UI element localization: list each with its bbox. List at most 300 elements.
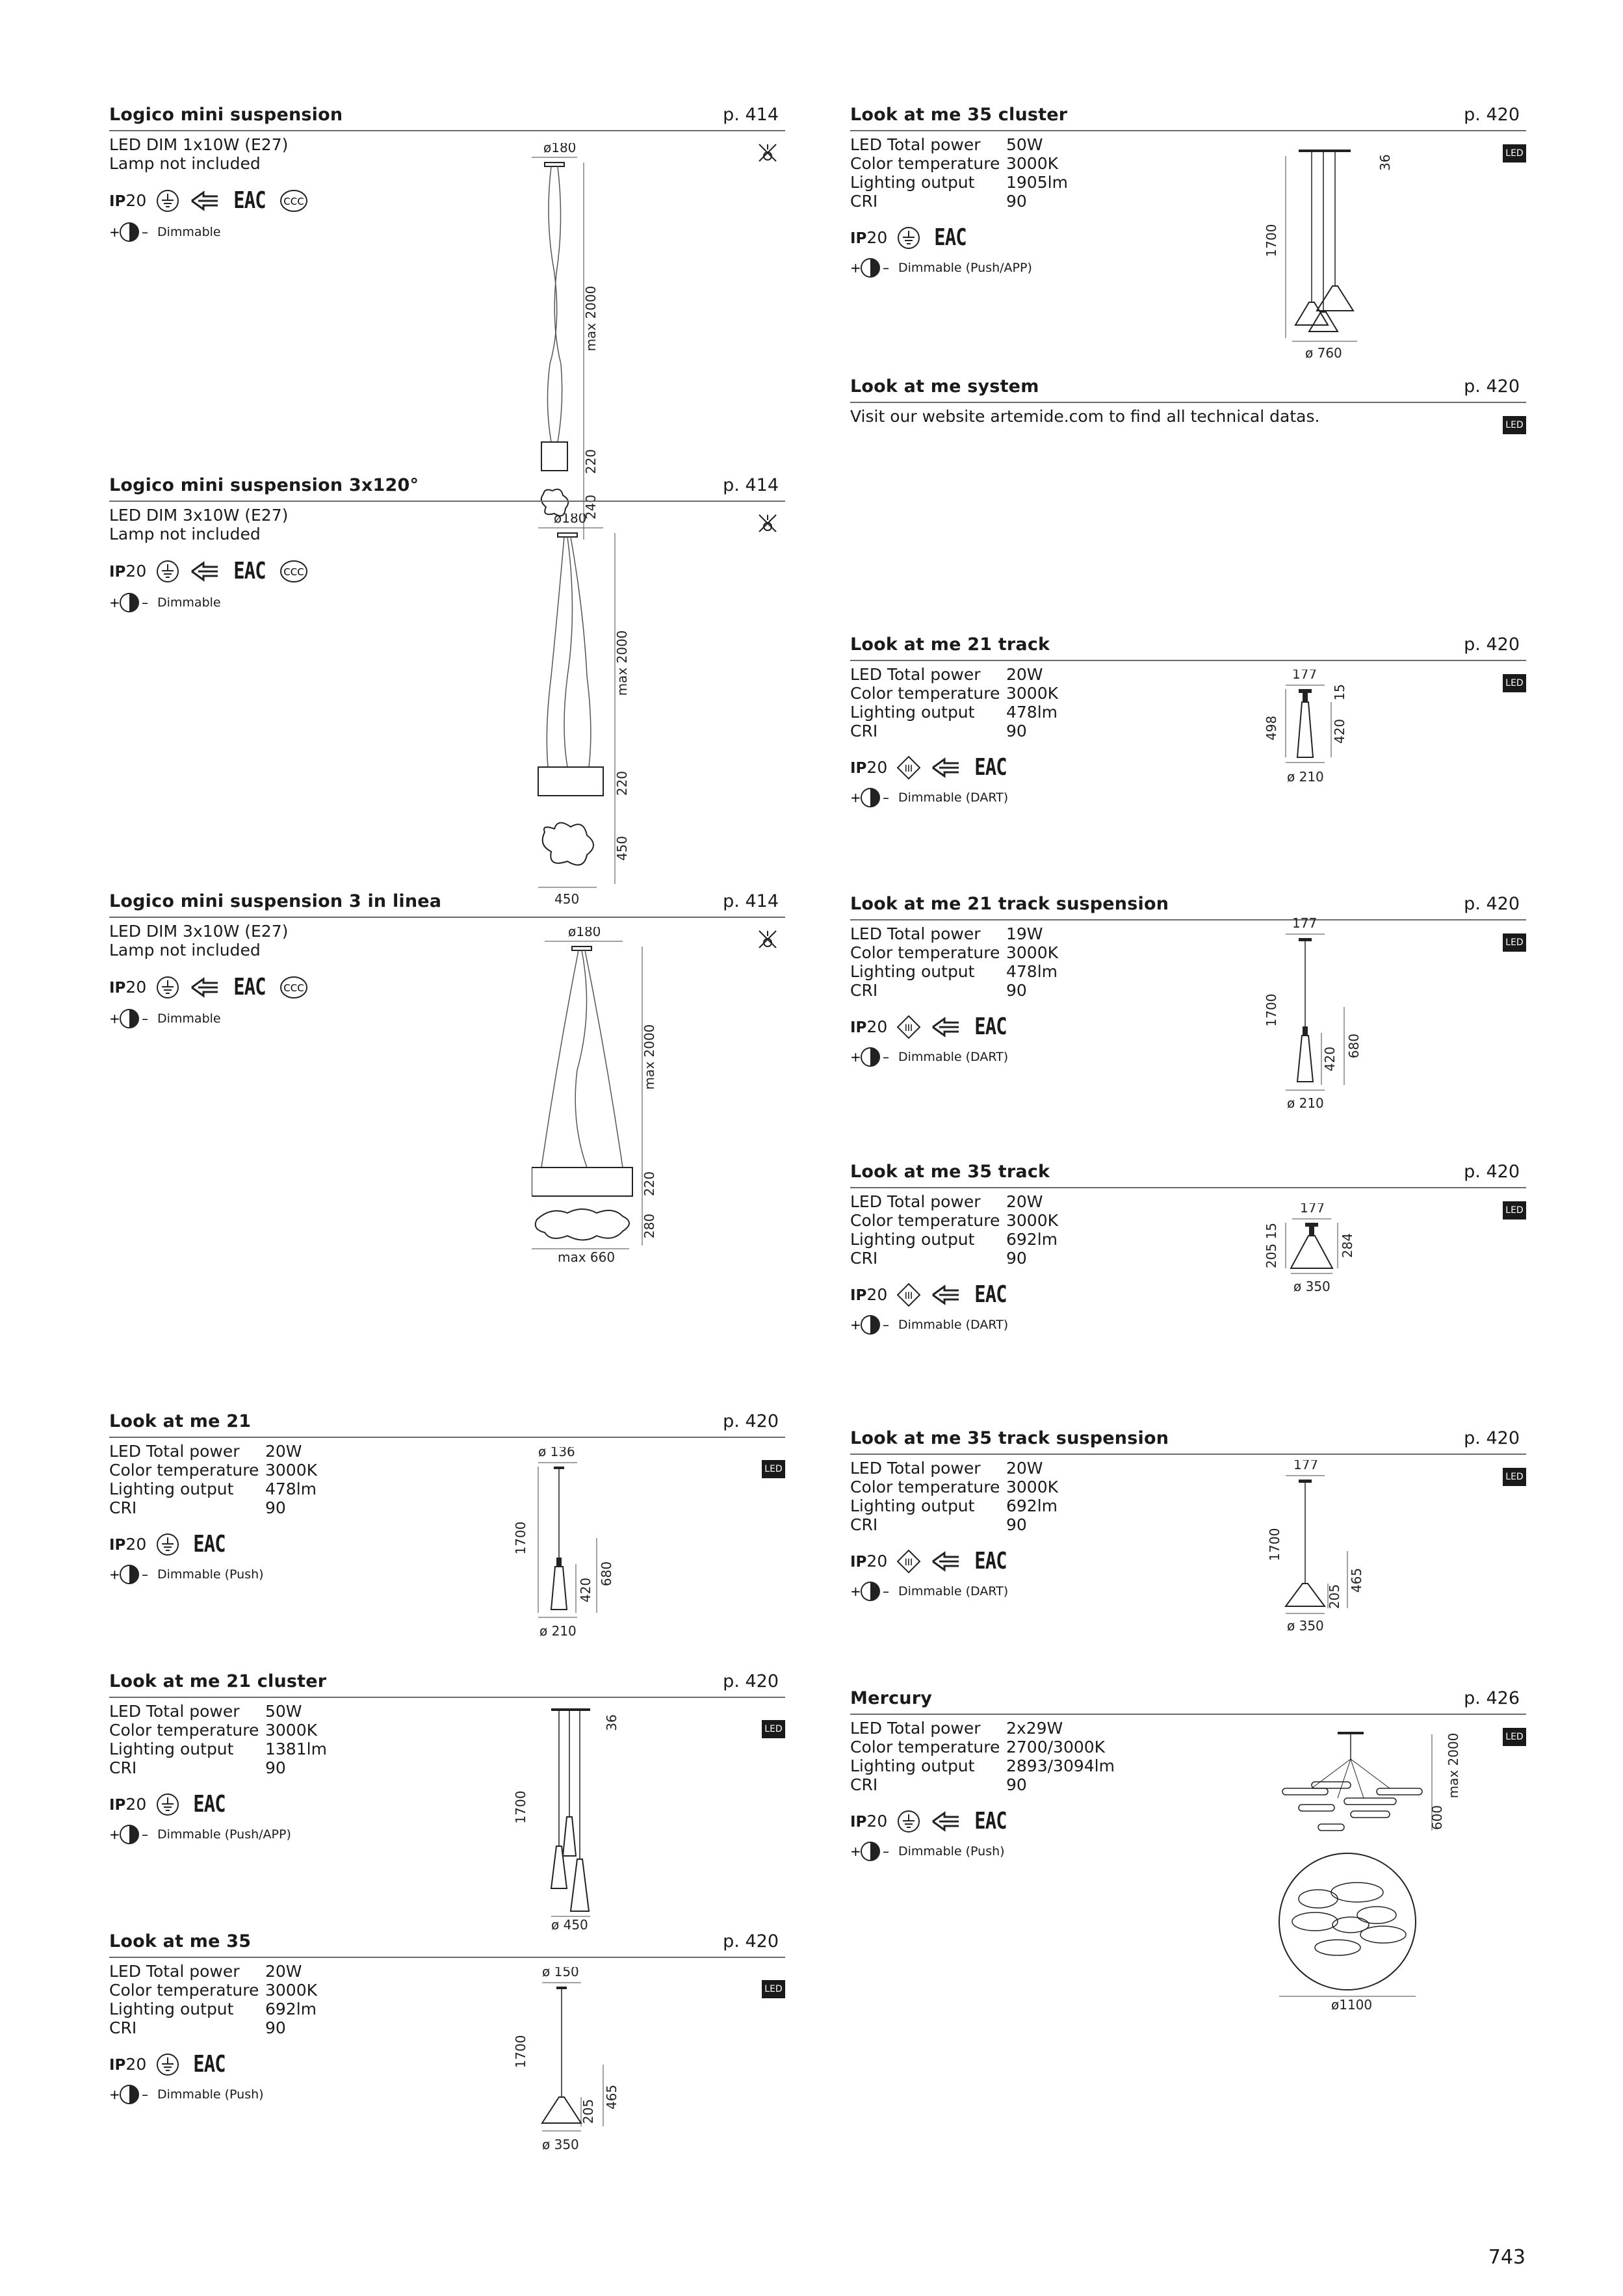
technical-drawing xyxy=(1240,1460,1396,1642)
product-title: Logico mini suspension 3x120° xyxy=(109,475,419,495)
svg-text:III: III xyxy=(905,1557,913,1568)
page-reference: p. 420 xyxy=(723,1411,779,1431)
page-reference: p. 420 xyxy=(723,1671,779,1691)
product-look-at-me-21-cluster xyxy=(109,1671,785,1931)
spec-list xyxy=(850,135,1068,211)
eac-mark: EAC xyxy=(233,974,266,1000)
svg-text:–: – xyxy=(142,1827,148,1842)
product-title: Look at me 21 track xyxy=(850,634,1050,655)
spec-label: CRI xyxy=(850,192,878,211)
svg-text:–: – xyxy=(883,1584,889,1599)
spec-label: Lighting output xyxy=(850,1230,975,1249)
dimmable-row xyxy=(109,592,221,614)
product-header xyxy=(850,1428,1526,1455)
spec-value: 50W xyxy=(1006,135,1043,154)
dimension-height: max 2000 xyxy=(642,1024,657,1090)
technical-drawing xyxy=(1240,916,1396,1111)
eac-mark: EAC xyxy=(974,1281,1007,1308)
spec-value: 19W xyxy=(1006,924,1043,943)
spec-value: 20W xyxy=(265,1442,302,1461)
dimmable-icon xyxy=(109,1563,152,1585)
no-bulb-icon xyxy=(757,512,779,534)
dimmable-row xyxy=(109,1823,291,1846)
dimmable-text: Dimmable xyxy=(157,1011,221,1026)
ip-label: IP xyxy=(850,760,867,777)
page-reference: p. 426 xyxy=(1464,1688,1520,1708)
spec-label: Color temperature xyxy=(850,1478,1000,1496)
product-header xyxy=(850,1161,1526,1188)
spec-label: Color temperature xyxy=(850,1738,1000,1756)
page-number: 743 xyxy=(1488,2246,1526,2269)
spec-value: 20W xyxy=(1006,1192,1043,1211)
product-title: Mercury xyxy=(850,1688,933,1708)
dimmable-text: Dimmable (DART) xyxy=(898,1318,1009,1332)
spec-value: 50W xyxy=(265,1702,302,1721)
ground-icon xyxy=(155,2052,180,2077)
eac-mark: EAC xyxy=(193,1791,226,1818)
product-title: Look at me 21 cluster xyxy=(109,1671,327,1691)
spec-label: Lighting output xyxy=(109,2000,234,2018)
ground-icon xyxy=(155,1532,180,1557)
led-badge: LED xyxy=(1503,1468,1526,1486)
lamp-spec: LED DIM 1x10W (E27) xyxy=(109,135,289,154)
spec-list xyxy=(850,1459,1058,1534)
spec-label: LED Total power xyxy=(109,1962,240,1981)
spec-label: Lighting output xyxy=(850,962,975,981)
spec-value: 2x29W xyxy=(1006,1719,1063,1738)
svg-text:CCC: CCC xyxy=(283,566,304,578)
dimension-total: 680 xyxy=(1346,1033,1362,1059)
certification-row xyxy=(109,2051,229,2078)
spec-label: LED Total power xyxy=(850,1719,981,1738)
spec-value: 90 xyxy=(1006,722,1027,740)
spec-label: LED Total power xyxy=(109,1442,240,1461)
dimension-height: 498 xyxy=(1264,715,1279,741)
svg-text:–: – xyxy=(142,1011,148,1026)
spec-value: 90 xyxy=(1006,981,1027,1000)
spec-label: CRI xyxy=(850,722,878,740)
product-header xyxy=(109,1671,785,1698)
certification-row xyxy=(109,1531,229,1558)
svg-text:–: – xyxy=(142,2087,148,2102)
ground-icon xyxy=(155,559,180,584)
energy-class-icon xyxy=(189,559,220,584)
dimension-height: 205 15 xyxy=(1264,1223,1279,1268)
spec-label: LED Total power xyxy=(850,135,981,154)
dimension-width: 450 xyxy=(554,891,580,907)
svg-text:+: + xyxy=(109,595,120,610)
spec-list xyxy=(109,1442,317,1517)
dimension-top: ø180 xyxy=(554,514,587,526)
dimension-height: max 2000 xyxy=(583,285,599,352)
spec-label: LED Total power xyxy=(109,1702,240,1721)
energy-class-icon xyxy=(930,1015,961,1039)
dimmable-icon xyxy=(850,1580,893,1602)
svg-text:–: – xyxy=(883,1317,889,1333)
ccc-icon xyxy=(279,975,309,1000)
dimension-total: 465 xyxy=(604,2084,619,2110)
spec-label: LED Total power xyxy=(850,665,981,684)
dimension-base: ø 210 xyxy=(1287,769,1324,785)
dimmable-row xyxy=(109,1008,221,1030)
spec-value: 90 xyxy=(265,2018,286,2037)
ip-label: IP xyxy=(109,193,126,210)
dimension-height: 1700 xyxy=(513,1790,528,1824)
ground-icon xyxy=(155,1792,180,1817)
product-look-at-me-21 xyxy=(109,1411,785,1639)
dimension-base: ø 450 xyxy=(551,1917,588,1931)
dimension-base: 280 xyxy=(642,1213,657,1239)
led-badge: LED xyxy=(762,1720,785,1738)
spec-value: 90 xyxy=(265,1758,286,1777)
ip-label: IP xyxy=(850,1019,867,1036)
spec-value: 478lm xyxy=(265,1480,317,1498)
ground-icon xyxy=(155,975,180,1000)
certification-row xyxy=(850,1808,1011,1834)
product-header xyxy=(109,1931,785,1958)
spec-label: CRI xyxy=(109,1758,137,1777)
dimension-height: 1700 xyxy=(1264,224,1279,257)
dimension-shade: 420 xyxy=(1322,1046,1338,1072)
eac-mark: EAC xyxy=(974,754,1007,781)
page-reference: p. 420 xyxy=(1464,105,1520,125)
dimension-shade: 220 xyxy=(583,449,599,475)
dimmable-row xyxy=(850,1046,1008,1068)
product-title: Logico mini suspension 3 in linea xyxy=(109,891,442,911)
ip-rating: 20 xyxy=(866,228,888,247)
page-reference: p. 420 xyxy=(1464,376,1520,397)
spec-label: Lighting output xyxy=(109,1740,234,1758)
technical-drawing xyxy=(532,514,642,910)
ground-icon xyxy=(896,226,921,250)
dimension-height: 1700 xyxy=(513,2035,528,2068)
product-look-at-me-system xyxy=(850,376,1526,430)
product-title: Look at me 21 track suspension xyxy=(850,894,1169,914)
spec-label: Color temperature xyxy=(850,943,1000,962)
product-title: Look at me system xyxy=(850,376,1039,397)
dimmable-row xyxy=(850,1314,1008,1336)
ip-rating: 20 xyxy=(125,1795,147,1814)
dimmable-row xyxy=(109,221,221,243)
spec-label: LED Total power xyxy=(850,1192,981,1211)
dimension-top: ø 150 xyxy=(542,1967,579,1979)
dimmable-text: Dimmable xyxy=(157,595,221,610)
led-badge: LED xyxy=(1503,144,1526,163)
eac-mark: EAC xyxy=(233,558,266,584)
ip-rating: 20 xyxy=(125,562,147,581)
svg-text:III: III xyxy=(905,1023,913,1034)
spec-label: CRI xyxy=(850,1775,878,1794)
page-reference: p. 414 xyxy=(723,475,779,495)
ip-label: IP xyxy=(109,2057,126,2074)
dimmable-text: Dimmable xyxy=(157,225,221,239)
spec-value: 3000K xyxy=(265,1981,318,2000)
energy-class-icon xyxy=(930,1809,961,1834)
product-title: Look at me 35 cluster xyxy=(850,105,1068,125)
dimmable-text: Dimmable (Push/APP) xyxy=(157,1827,291,1842)
spec-list xyxy=(109,506,288,543)
svg-text:+: + xyxy=(109,2087,120,2102)
class-iii-icon xyxy=(896,1015,921,1039)
dimmable-text: Dimmable (Push/APP) xyxy=(898,261,1032,275)
lamp-spec: LED DIM 3x10W (E27) xyxy=(109,506,289,525)
dimension-top: ø 136 xyxy=(538,1447,575,1459)
ground-icon xyxy=(155,189,180,213)
spec-value: 692lm xyxy=(1006,1496,1058,1515)
svg-text:+: + xyxy=(109,1827,120,1842)
ip-label: IP xyxy=(850,1814,867,1831)
spec-value: 90 xyxy=(1006,1515,1027,1534)
dimension-base: ø 210 xyxy=(1287,1095,1324,1111)
spec-value: 90 xyxy=(265,1498,286,1517)
dimension-top: 177 xyxy=(1292,670,1318,682)
svg-text:+: + xyxy=(850,1317,861,1333)
dimension-base: ø 760 xyxy=(1305,345,1342,361)
spec-value: 2893/3094lm xyxy=(1006,1756,1115,1775)
eac-mark: EAC xyxy=(193,1531,226,1558)
svg-text:–: – xyxy=(883,1049,889,1065)
dimension-base: ø 210 xyxy=(539,1623,577,1639)
dimension-height: max 2000 xyxy=(614,630,630,696)
spec-value: 3000K xyxy=(265,1461,318,1480)
energy-class-icon xyxy=(930,1283,961,1307)
spec-label: Lighting output xyxy=(850,173,975,192)
spec-value: 1381lm xyxy=(265,1740,327,1758)
website-note: Visit our website artemide.com to find all technical datas. xyxy=(850,407,1320,426)
dimmable-row xyxy=(850,1840,1005,1862)
product-header xyxy=(850,376,1526,403)
spec-label: Color temperature xyxy=(109,1461,259,1480)
ip-label: IP xyxy=(109,1537,126,1554)
spec-value: 3000K xyxy=(1006,943,1059,962)
product-header xyxy=(850,634,1526,661)
spec-value: 90 xyxy=(1006,1249,1027,1268)
no-bulb-icon xyxy=(757,142,779,164)
eac-mark: EAC xyxy=(974,1548,1007,1574)
technical-drawing xyxy=(1273,1727,1468,2013)
page-reference: p. 420 xyxy=(1464,1428,1520,1448)
spec-label: LED Total power xyxy=(850,1459,981,1478)
ip-rating: 20 xyxy=(866,1017,888,1036)
svg-text:+: + xyxy=(850,790,861,805)
svg-text:+: + xyxy=(109,1567,120,1582)
spec-label: CRI xyxy=(109,1498,137,1517)
technical-drawing xyxy=(499,1447,655,1642)
product-look-at-me-35-track-suspension xyxy=(850,1428,1526,1634)
spec-label: CRI xyxy=(109,2018,137,2037)
product-header xyxy=(850,893,1526,920)
led-badge: LED xyxy=(762,1980,785,1998)
dimmable-text: Dimmable (Push) xyxy=(157,2087,264,2102)
spec-value: 3000K xyxy=(265,1721,318,1740)
spec-list xyxy=(109,922,288,959)
ip-rating: 20 xyxy=(125,978,147,997)
product-header xyxy=(109,104,785,131)
product-logico-mini-suspension-3-in-linea xyxy=(109,891,785,1265)
dimmable-text: Dimmable (DART) xyxy=(898,1050,1009,1064)
no-bulb-icon xyxy=(757,928,779,950)
svg-text:–: – xyxy=(883,790,889,805)
dimension-top: ø180 xyxy=(543,143,577,155)
svg-text:–: – xyxy=(883,1844,889,1859)
spec-value: 478lm xyxy=(1006,962,1058,981)
dimmable-icon xyxy=(109,592,152,614)
dimension-shade: 205 xyxy=(1327,1584,1342,1610)
spec-value: 3000K xyxy=(1006,684,1059,703)
spec-value: 20W xyxy=(265,1962,302,1981)
spec-value: 20W xyxy=(1006,665,1043,684)
eac-mark: EAC xyxy=(233,187,266,214)
product-look-at-me-21-track xyxy=(850,634,1526,805)
product-look-at-me-35-track xyxy=(850,1161,1526,1333)
certification-row xyxy=(850,1548,1011,1574)
product-header xyxy=(109,1411,785,1438)
dimension-total: 465 xyxy=(1349,1567,1364,1593)
dimmable-icon xyxy=(850,1314,893,1336)
ip-label: IP xyxy=(850,1287,867,1304)
dimension-adapter: 15 xyxy=(1332,684,1347,701)
spec-value: 692lm xyxy=(265,2000,317,2018)
spec-label: Color temperature xyxy=(850,154,1000,173)
dimension-total: 680 xyxy=(599,1561,614,1587)
spec-label: CRI xyxy=(850,1515,878,1534)
svg-text:CCC: CCC xyxy=(283,982,304,994)
technical-drawing xyxy=(499,1703,655,1931)
dimension-height: max 2000 xyxy=(1446,1732,1461,1799)
dimension-width: max 660 xyxy=(558,1249,616,1265)
dimension-height: 1700 xyxy=(1264,993,1279,1027)
product-title: Look at me 35 xyxy=(109,1931,252,1951)
certification-row xyxy=(109,187,309,214)
spec-value: 20W xyxy=(1006,1459,1043,1478)
page-reference: p. 420 xyxy=(1464,1162,1520,1182)
dimension-shade: 420 xyxy=(1332,718,1347,744)
ccc-icon xyxy=(279,189,309,213)
dimension-shade: 420 xyxy=(578,1577,593,1603)
spec-label: Lighting output xyxy=(109,1480,234,1498)
dimension-top: 177 xyxy=(1293,1460,1319,1472)
dimmable-icon xyxy=(109,221,152,243)
spec-value: 3000K xyxy=(1006,1478,1059,1496)
ip-rating: 20 xyxy=(866,1812,888,1831)
dimmable-row xyxy=(850,257,1032,279)
dimension-shade: 600 xyxy=(1429,1805,1445,1831)
svg-text:+: + xyxy=(109,1011,120,1026)
spec-value: 3000K xyxy=(1006,1211,1059,1230)
technical-drawing xyxy=(499,1967,655,2162)
ip-rating: 20 xyxy=(125,2055,147,2074)
spec-value: 692lm xyxy=(1006,1230,1058,1249)
led-badge: LED xyxy=(1503,933,1526,952)
spec-value: 3000K xyxy=(1006,154,1059,173)
dimension-base: 240 xyxy=(583,494,599,520)
spec-label: Color temperature xyxy=(850,1211,1000,1230)
eac-mark: EAC xyxy=(974,1808,1007,1834)
dimmable-icon xyxy=(850,1840,893,1862)
dimension-top: 177 xyxy=(1300,1203,1325,1216)
ip-rating: 20 xyxy=(125,191,147,210)
spec-list xyxy=(850,1719,1115,1794)
dimension-shade: 220 xyxy=(614,770,630,796)
certification-row xyxy=(850,754,1011,781)
spec-label: CRI xyxy=(850,1249,878,1268)
energy-class-icon xyxy=(930,1549,961,1574)
product-look-at-me-21-track-suspension xyxy=(850,893,1526,1111)
certification-row xyxy=(109,974,309,1000)
lamp-spec: LED DIM 3x10W (E27) xyxy=(109,922,289,941)
ground-icon xyxy=(896,1809,921,1834)
dimension-height: 1700 xyxy=(513,1521,528,1555)
ip-label: IP xyxy=(109,980,126,997)
dimension-base: ø 350 xyxy=(1293,1279,1331,1294)
lamp-note: Lamp not included xyxy=(109,525,261,543)
spec-value: 2700/3000K xyxy=(1006,1738,1106,1756)
dimmable-row xyxy=(109,1563,264,1585)
spec-value: 90 xyxy=(1006,1775,1027,1794)
spec-list xyxy=(850,407,1319,426)
product-header xyxy=(850,104,1526,131)
energy-class-icon xyxy=(189,975,220,1000)
ip-rating: 20 xyxy=(125,1535,147,1554)
class-iii-icon xyxy=(896,755,921,780)
dimmable-text: Dimmable (DART) xyxy=(898,790,1009,805)
page-reference: p. 414 xyxy=(723,891,779,911)
spec-label: LED Total power xyxy=(850,924,981,943)
ip-rating: 20 xyxy=(866,758,888,777)
energy-class-icon xyxy=(189,189,220,213)
svg-text:III: III xyxy=(905,763,913,774)
ip-rating: 20 xyxy=(866,1285,888,1304)
eac-mark: EAC xyxy=(193,2051,226,2078)
spec-label: Color temperature xyxy=(109,1981,259,2000)
technical-drawing xyxy=(1240,143,1409,364)
dimmable-icon xyxy=(850,257,893,279)
ip-label: IP xyxy=(109,1797,126,1814)
svg-text:III: III xyxy=(905,1290,913,1301)
certification-row xyxy=(109,558,309,584)
dimmable-text: Dimmable (DART) xyxy=(898,1584,1009,1598)
led-badge: LED xyxy=(762,1460,785,1478)
dimmable-icon xyxy=(109,2083,152,2106)
dimmable-icon xyxy=(109,1823,152,1846)
ip-label: IP xyxy=(109,564,126,581)
page-reference: p. 420 xyxy=(723,1931,779,1951)
page-reference: p. 420 xyxy=(1464,634,1520,655)
product-header xyxy=(850,1688,1526,1715)
lamp-note: Lamp not included xyxy=(109,154,261,173)
lamp-note: Lamp not included xyxy=(109,941,261,959)
led-badge: LED xyxy=(1503,1201,1526,1220)
svg-text:+: + xyxy=(850,1049,861,1065)
ip-label: IP xyxy=(850,1554,867,1571)
product-look-at-me-35-cluster xyxy=(850,104,1526,361)
dimmable-icon xyxy=(109,1008,152,1030)
spec-list xyxy=(850,665,1058,740)
spec-value: 1905lm xyxy=(1006,173,1068,192)
dimension-base: 450 xyxy=(614,835,630,861)
dimension-top: 36 xyxy=(1377,154,1393,171)
dimension-height: 1700 xyxy=(1267,1528,1282,1561)
certification-row xyxy=(109,1791,229,1818)
spec-list xyxy=(850,924,1058,1000)
led-badge: LED xyxy=(1503,1728,1526,1746)
technical-drawing xyxy=(532,927,662,1265)
svg-text:–: – xyxy=(142,224,148,240)
dimension-base: ø 350 xyxy=(542,2137,579,2152)
svg-text:CCC: CCC xyxy=(283,195,304,207)
dimmable-row xyxy=(850,1580,1008,1602)
product-look-at-me-35 xyxy=(109,1931,785,2152)
